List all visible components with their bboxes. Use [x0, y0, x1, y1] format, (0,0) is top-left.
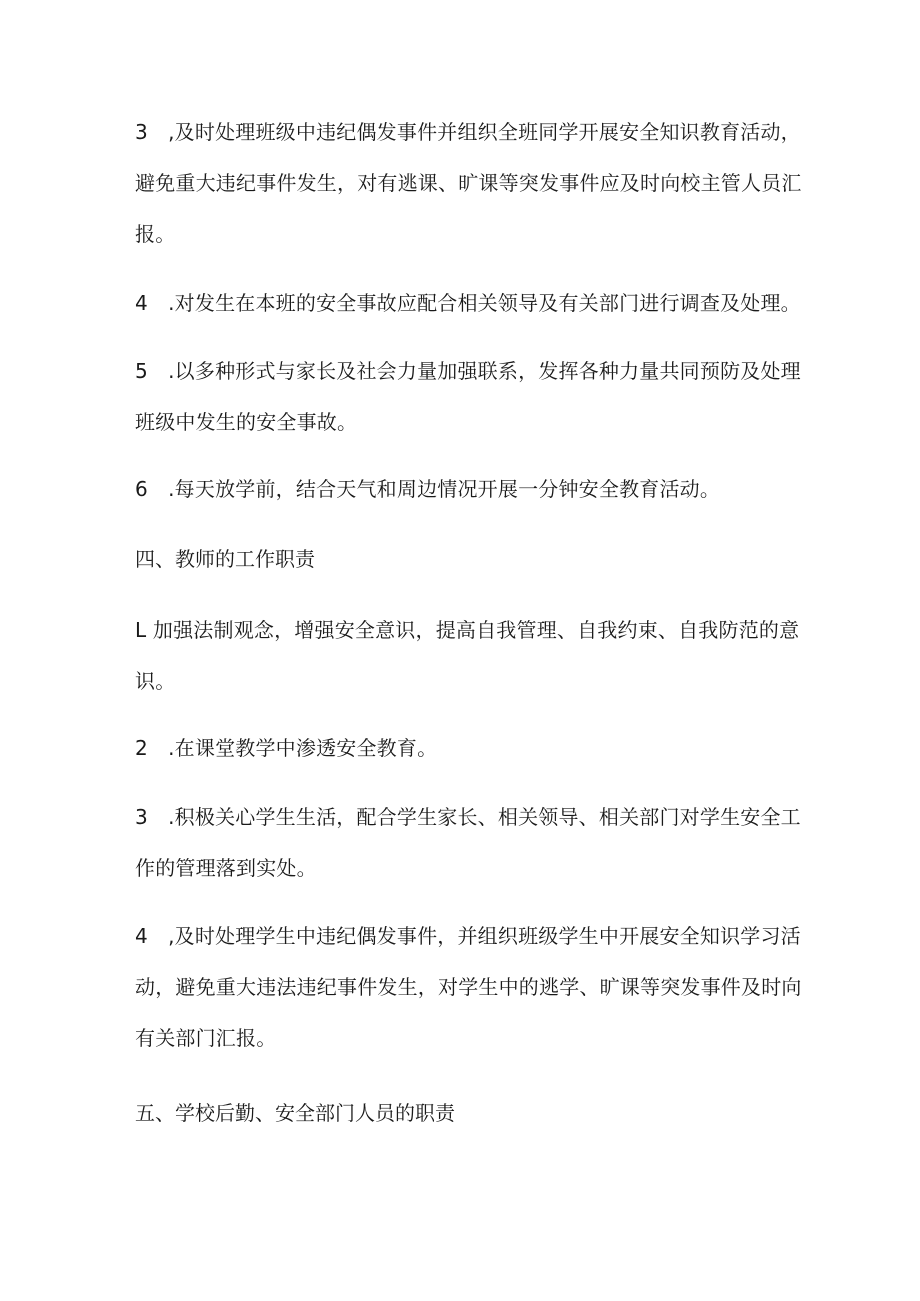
text-line: 5 .以多种形式与家长及社会力量加强联系，发挥各种力量共同预防及处理 — [135, 359, 801, 383]
text-line: 班级中发生的安全事故。 — [135, 410, 358, 434]
paragraph-class-incident-handling — [135, 107, 800, 260]
text-line: 3 ,及时处理班级中违纪偶发事件并组织全班同学开展安全知识教育活动， — [135, 120, 801, 144]
text-line: 有关部门汇报。 — [135, 1026, 277, 1050]
text-line: 识。 — [135, 669, 176, 693]
text-line: 4 .对发生在本班的安全事故应配合相关领导及有关部门进行调查及处理。 — [135, 291, 801, 315]
paragraph-parent-contact — [135, 346, 800, 448]
text-line: 6 .每天放学前，结合天气和周边情况开展一分钟安全教育活动。 — [135, 477, 721, 501]
paragraph-daily-safety-education — [135, 464, 800, 515]
section-heading-teacher-duties: 四、教师的工作职责 — [135, 547, 315, 571]
text-line: 报。 — [135, 222, 176, 246]
paragraph-student-incident-handling — [135, 911, 800, 1064]
paragraph-student-care — [135, 792, 800, 894]
text-line: 作的管理落到实处。 — [135, 856, 317, 880]
paragraph-classroom-safety — [135, 723, 800, 774]
paragraph-legal-awareness — [135, 605, 800, 707]
section-heading-logistics-security-duties: 五、学校后勤、安全部门人员的职责 — [135, 1101, 455, 1125]
text-line: 4 ,及时处理学生中违纪偶发事件，并组织班级学生中开展安全知识学习活 — [135, 924, 801, 948]
text-line: 动，避免重大违法违纪事件发生，对学生中的逃学、旷课等突发事件及时向 — [135, 975, 802, 999]
text-line: 2 .在课堂教学中渗透安全教育。 — [135, 736, 438, 760]
text-line: L 加强法制观念，增强安全意识，提高自我管理、自我约束、自我防范的意 — [135, 618, 800, 642]
text-line: 避免重大违纪事件发生，对有逃课、旷课等突发事件应及时向校主管人员汇 — [135, 171, 802, 195]
text-line: 3 .积极关心学生生活，配合学生家长、相关领导、相关部门对学生安全工 — [135, 805, 801, 829]
paragraph-accident-investigation — [135, 278, 800, 329]
